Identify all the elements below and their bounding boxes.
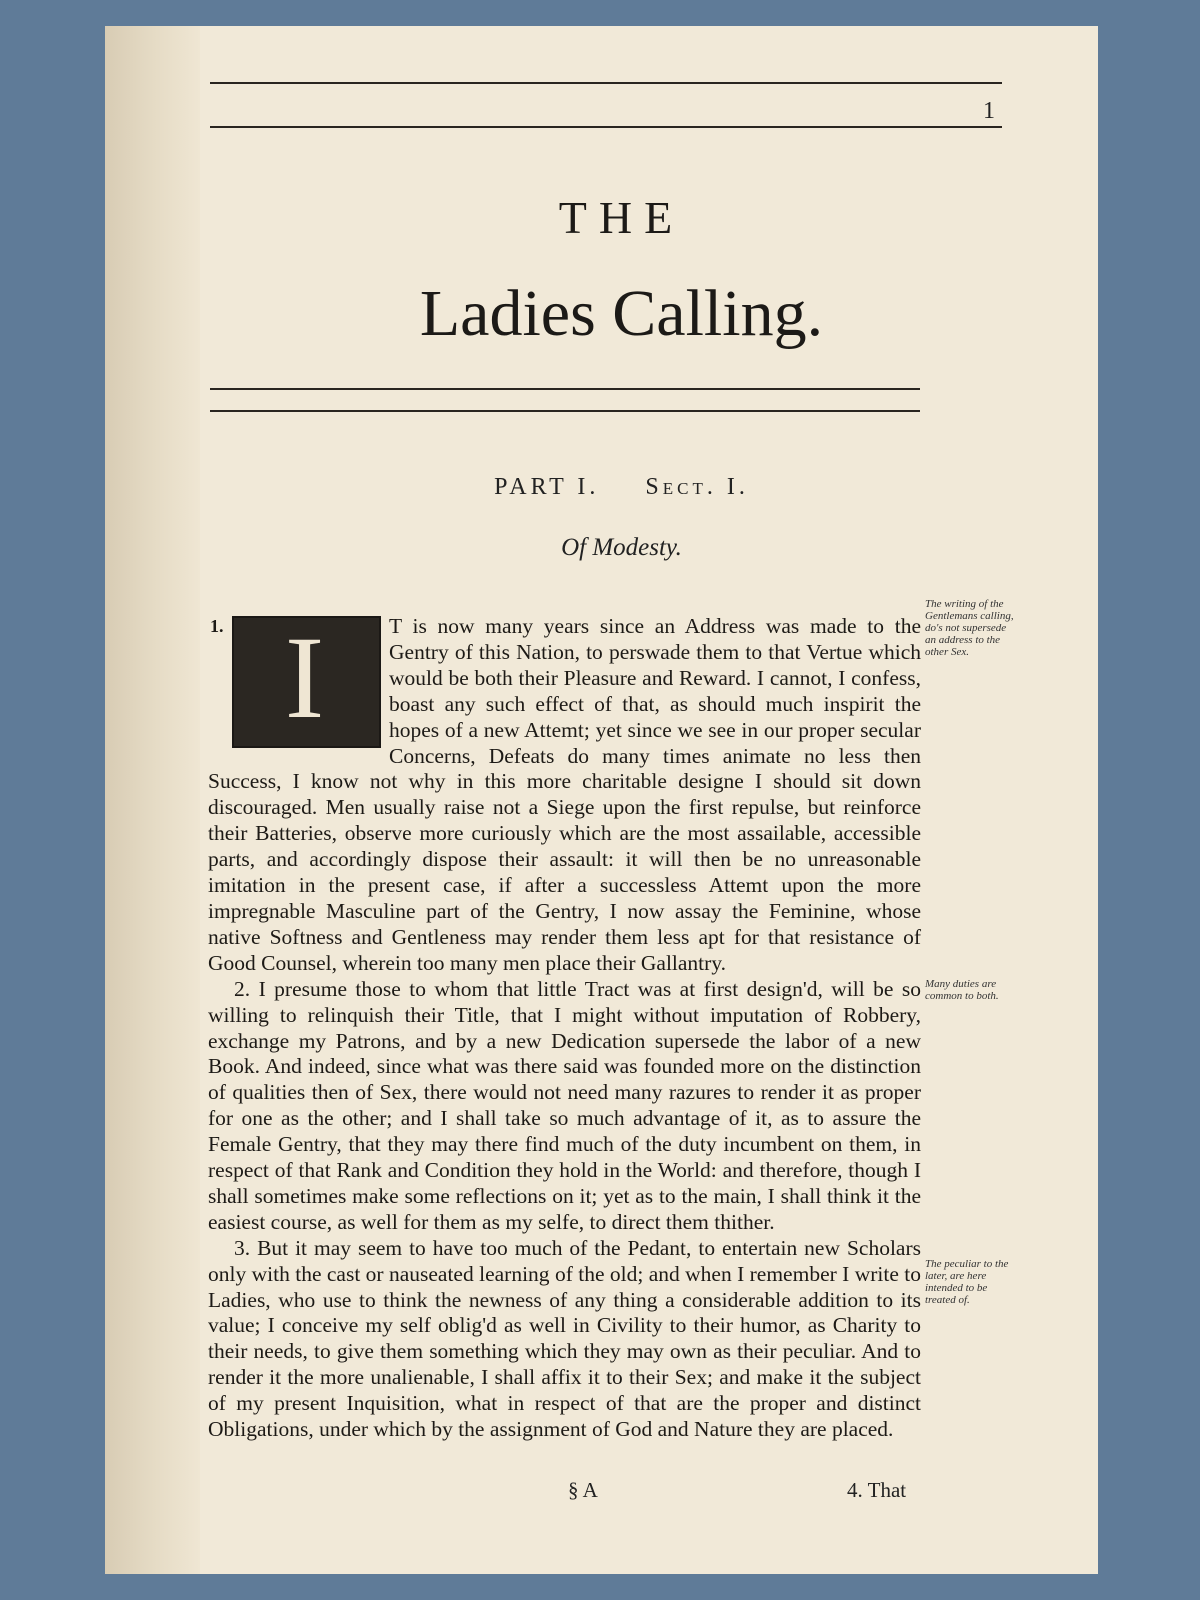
book-page bbox=[105, 26, 1098, 1574]
top-rule-2 bbox=[210, 126, 1002, 128]
dropcap-letter: I bbox=[284, 612, 325, 743]
paragraph-3: 3. But it may seem to have too much of the Pedant, to entertain new Scholars only with the cast or nauseated learning of the old; and when I remember I write to Ladies, who use to think the newness of any thing a considerable addition to its value; I conceive my self oblig'd as well in Civility to their humor, as Charity to their needs, to give them something which they may own as their peculiar. And to render it the more unalienable, I shall affix it to their Sex; and make it the subject of my present Inquisition, what in respect of that are the proper and distinct Obligations, under which by the assignment of God and Nature they are placed. bbox=[208, 1235, 921, 1442]
page-number: 1 bbox=[983, 98, 995, 124]
part-label: PART I. bbox=[494, 474, 600, 500]
section-label: Sect. I. bbox=[645, 474, 749, 500]
signature-mark: § A bbox=[568, 1478, 598, 1502]
paragraph-1-text: T is now many years since an Address was made to the Gentry of this Nation, to perswade them to that Vertue which would be both their Pleasure and Reward. I cannot, I confess, boast any such effect of that, as should much inspirit the hopes of a new Attemt; yet since we see in our proper secular Concerns, Defeats do many times animate no less then Success, I know not why in this more charitable designe I should sit down discouraged. Men usually raise not a Siege upon the first repulse, but reinforce their Batteries, observe more curiously which are the most assailable, accessible parts, and accordingly dispose their assault: it will then be no unreasonable imitation in the present case, if after a successless Attemt upon the more impregnable Masculine part of the Gentry, I now assay the Feminine, whose native Softness and Gentleness may render them less apt for that resistance of Good Counsel, wherein too many men place their Gallantry. bbox=[208, 614, 921, 975]
chapter-subtitle: Of Modesty. bbox=[561, 534, 682, 561]
margin-note-2: Many duties are common to both. bbox=[925, 978, 999, 1002]
title-the: THE bbox=[558, 192, 685, 243]
paragraph-number: 1. bbox=[210, 616, 224, 636]
paragraph-1 bbox=[208, 614, 921, 977]
margin-note-1: The writing of the Gentlemans calling, do's not supersede an address to the other Sex. bbox=[925, 598, 1014, 658]
title-rule-2 bbox=[210, 410, 920, 412]
book-title: Ladies Calling. bbox=[419, 277, 824, 350]
page-gutter bbox=[105, 26, 200, 1574]
margin-note-3: The peculiar to the later, are here intended to be treated of. bbox=[925, 1258, 1009, 1306]
body-text bbox=[208, 614, 921, 1443]
title-rule-1 bbox=[210, 388, 920, 390]
top-rule-1 bbox=[210, 82, 1002, 84]
paragraph-2: 2. I presume those to whom that little Tract was at first design'd, will be so willing to relinquish their Title, that I might without imputation of Robbery, exchange my Patrons, and by a new Dedication supersede the labor of a new Book. And indeed, since what was there said was founded more on the distinction of qualities then of Sex, there would not need many razures to render it as proper for one as the other; and I shall take so much advantage of it, as to assure the Female Gentry, that they may there find much of the duty incumbent on them, in respect of that Rank and Condition they hold in the World: and therefore, though I shall sometimes make some reflections on it; yet as to the main, I shall think it the easiest course, as well for them as my selfe, to direct them thither. bbox=[208, 976, 921, 1234]
part-heading bbox=[105, 474, 1098, 501]
catchword: 4. That bbox=[847, 1478, 907, 1502]
dropcap bbox=[210, 612, 377, 744]
